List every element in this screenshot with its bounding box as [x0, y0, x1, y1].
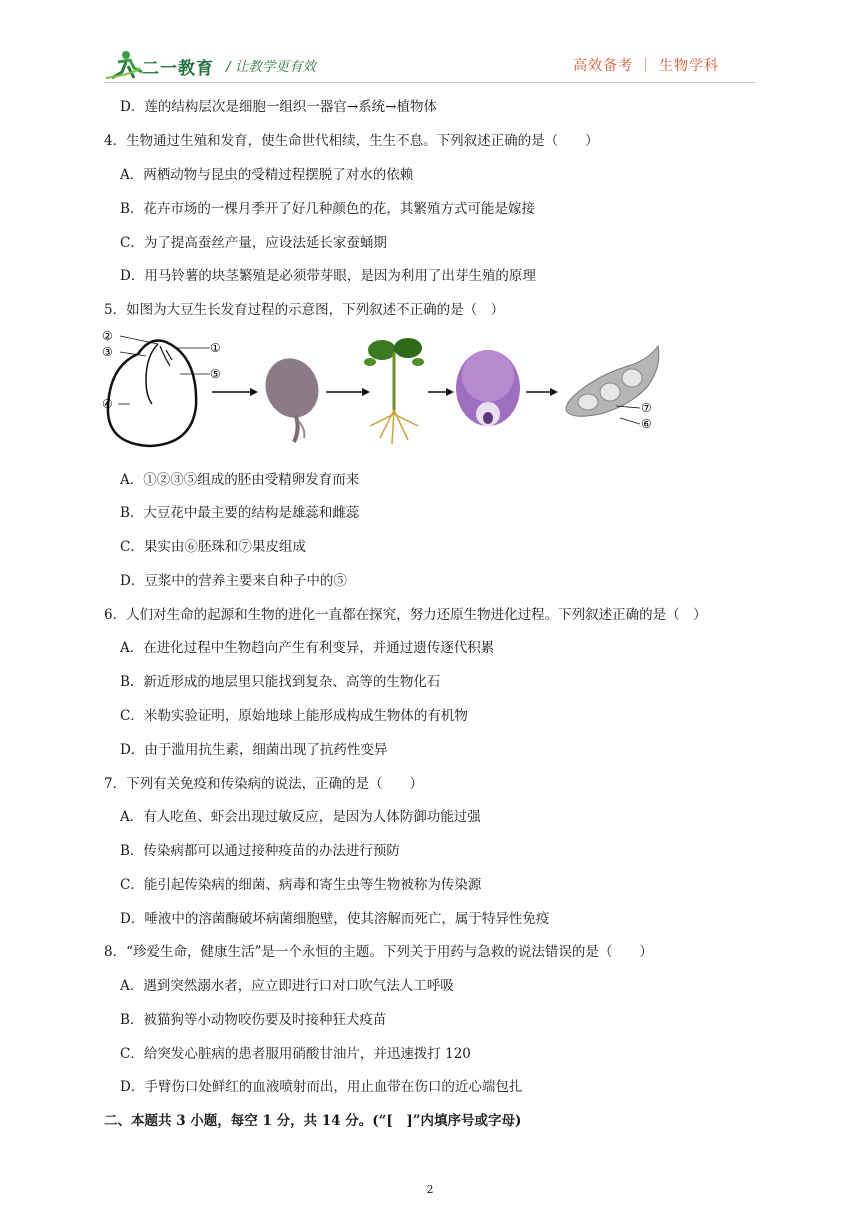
option-line: A．在进化过程中生物趋向产生有利变异，并通过遗传逐代积累: [120, 640, 495, 656]
option-line: A．遇到突然溺水者，应立即进行口对口吹气法人工呼吸: [120, 978, 454, 994]
option-line: D．手臂伤口处鲜红的血液喷射而出，用止血带在伤口的近心端包扎: [120, 1079, 523, 1095]
header-divider: [104, 82, 756, 83]
option-line: D．豆浆中的营养主要来自种子中的⑤: [120, 573, 347, 589]
label-3: ③: [102, 345, 113, 359]
option-line: D．用马铃薯的块茎繁殖是必须带芽眼，是因为利用了出芽生殖的原理: [120, 268, 536, 284]
option-line: D．莲的结构层次是细胞一组织一器官→系统→植物体: [120, 99, 437, 115]
page-number: 2: [426, 1183, 434, 1196]
option-line: B．大豆花中最主要的结构是雄蕊和雌蕊: [120, 505, 360, 521]
question-line: 5．如图为大豆生长发育过程的示意图，下列叙述不正确的是（ ）: [104, 302, 505, 318]
option-line: D．唾液中的溶菌酶破坏病菌细胞壁，使其溶解而死亡，属于特异性免疫: [120, 911, 550, 927]
label-7: ⑦: [641, 401, 652, 415]
arrow-icon: [428, 388, 454, 396]
option-line: C．米勒实验证明，原始地球上能形成构成生物体的有机物: [120, 708, 468, 724]
option-line: B．传染病都可以通过接种疫苗的办法进行预防: [120, 843, 400, 859]
option-line: A．①②③⑤组成的胚由受精卵发育而来: [120, 472, 360, 488]
option-line: B．新近形成的地层里只能找到复杂、高等的生物化石: [120, 674, 441, 690]
option-line: C．给突发心脏病的患者服用硝酸甘油片，并迅速拨打 120: [120, 1046, 471, 1062]
label-2: ②: [102, 329, 113, 343]
option-line: B．被猫狗等小动物咬伤要及时接种狂犬疫苗: [120, 1012, 387, 1028]
option-line: C．为了提高蚕丝产量，应设法延长家蚕蛹期: [120, 235, 387, 251]
question-line: 7．下列有关免疫和传染病的说法，正确的是（ ）: [104, 776, 424, 792]
soybean-pod: [566, 346, 659, 431]
seed-diagram: [102, 329, 221, 446]
option-line: A．两栖动物与昆虫的受精过程摆脱了对水的依赖: [120, 167, 414, 183]
label-6: ⑥: [641, 417, 652, 431]
germinating-seed: [257, 351, 326, 442]
option-line: C．果实由⑥胚珠和⑦果皮组成: [120, 539, 306, 555]
option-line: A．有人吃鱼、虾会出现过敏反应，是因为人体防御功能过强: [120, 809, 481, 825]
seedling: [364, 338, 424, 444]
arrow-icon: [326, 388, 370, 396]
section-heading: 二、本题共 3 小题，每空 1 分，共 14 分。(“[ ]”内填序号或字母): [104, 1113, 522, 1129]
flower: [456, 350, 520, 426]
question-line: 8．“珍爱生命，健康生活”是一个永恒的主题。下列关于用药与急救的说法错误的是（ ）: [104, 944, 653, 960]
header-subject: 高效备考 ｜ 生物学科: [573, 58, 719, 74]
label-4: ④: [102, 397, 113, 411]
arrow-icon: [212, 388, 258, 396]
page-header: [0, 0, 860, 90]
question-line: 4．生物通过生殖和发育，使生命世代相续，生生不息。下列叙述正确的是（ ）: [104, 133, 599, 149]
option-line: D．由于滥用抗生素，细菌出现了抗药性变异: [120, 742, 388, 758]
question-line: 6．人们对生命的起源和生物的进化一直都在探究，努力还原生物进化过程。下列叙述正确的是（ ）: [104, 607, 707, 623]
label-5: ⑤: [210, 367, 221, 381]
header-slogan: / 让教学更有效: [226, 59, 316, 75]
label-1: ①: [210, 341, 221, 355]
logo-text: 二一教育: [142, 59, 214, 79]
soybean-development-figure: [100, 326, 670, 450]
option-line: C．能引起传染病的细菌、病毒和寄生虫等生物被称为传染源: [120, 877, 482, 893]
arrow-icon: [526, 388, 558, 396]
option-line: B．花卉市场的一棵月季开了好几种颜色的花，其繁殖方式可能是嫁接: [120, 201, 535, 217]
